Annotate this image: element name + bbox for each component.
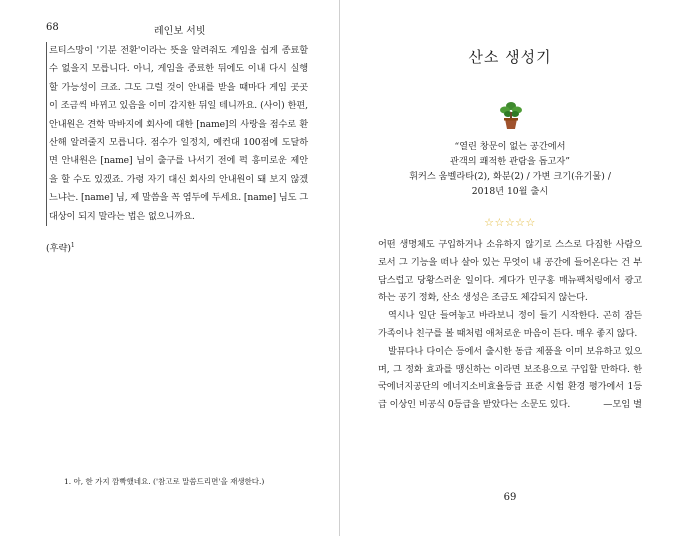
right-page <box>340 0 680 536</box>
star-rating: ☆☆☆☆☆ <box>484 216 536 229</box>
review-paragraph-3: 발뮤다나 다이슨 등에서 출시한 동급 제품을 이미 보유하고 있으며, 그 정화 효과를 맹신하는 이라면 보조용으로 구입할 만하다. 한국에너지공단의 에너지소비효율등급 표준 시험 환경 평가에서 1등급 이상인 비공식 0등급을 받았다는 소문도 있다. <box>378 345 642 411</box>
left-paragraph: 르티스망이 '기분 전환'이라는 뜻을 알려줘도 게임을 쉽게 종료할 수 없을지 모릅니다. 아니, 게임을 종료한 뒤에도 이내 다시 실행할 가능성이 크죠. 그도 그럴 것이 안내를 받을 때마다 게임 곳곳이 조금씩 바뀌고 있음을 이미 감지한 뒤일 테니까요. (사이) 한편, 안내원은 견학 막바지에 회사에 대한 [name]의 사랑을 점수로 환산해 알려줄지 모릅니다. 점수가 일정치, 예컨대 100점에 도달하면 안내원은 [name] 님이 출구를 나서기 전에 퍽 흥미로운 제안을 할 수도 있겠죠. 가령 자기 대신 회사의 안내원이 돼 보지 않겠느냐는. [name] 님, 제 말씀을 꼭 염두에 두세요. [name] 님도 그 대상이 되지 말라는 법은 없으니까요. <box>49 45 308 222</box>
review-paragraph-1: 어떤 생명체도 구입하거나 소유하지 않기로 스스로 다짐한 사람으로서 그 기능을 떠나 살아 있는 무엇이 내 공간에 들어온다는 건 부담스럽고 당황스러운 일이다. 게다가 민구홍 매뉴팩처링에서 광고하는 공기 정화, 산소 생성은 조금도 체감되지 않는다. <box>378 239 642 304</box>
after-note-text: (후략) <box>46 243 71 254</box>
potted-plant-icon <box>499 100 523 130</box>
running-title: 레인보 서빗 <box>154 26 206 37</box>
footnote: 1. 아, 한 가지 깜빡했네요. ('참고로 말씀드리면'을 재생한다.) <box>64 477 265 486</box>
right-body-text <box>378 236 642 414</box>
page-number-right: 69 <box>503 492 517 503</box>
section-title: 산소 생성기 <box>468 48 552 66</box>
page-number-left: 68 <box>46 22 59 33</box>
left-body-text <box>46 42 308 226</box>
product-line: 휘커스 움벨라타(2), 화분(2) / 가변 크기(유기물) / <box>409 171 611 182</box>
product-info <box>340 139 680 199</box>
footnote-mark[interactable]: 1 <box>70 241 75 249</box>
after-note <box>46 240 75 254</box>
tagline-line-2: 관객의 쾌적한 관람을 돕고자” <box>450 156 570 167</box>
tagline-line-1: “열린 창문이 없는 공간에서 <box>454 141 566 152</box>
review-signature: —모임 별 <box>603 399 642 411</box>
review-paragraph-2: 역시나 일단 들여놓고 바라보니 정이 들기 시작한다. 곤히 잠든 가족이나 친구를 볼 때처럼 애처로운 마음이 든다. 매우 좋지 않다. <box>378 310 642 339</box>
release-date: 2018년 10월 출시 <box>471 186 549 197</box>
